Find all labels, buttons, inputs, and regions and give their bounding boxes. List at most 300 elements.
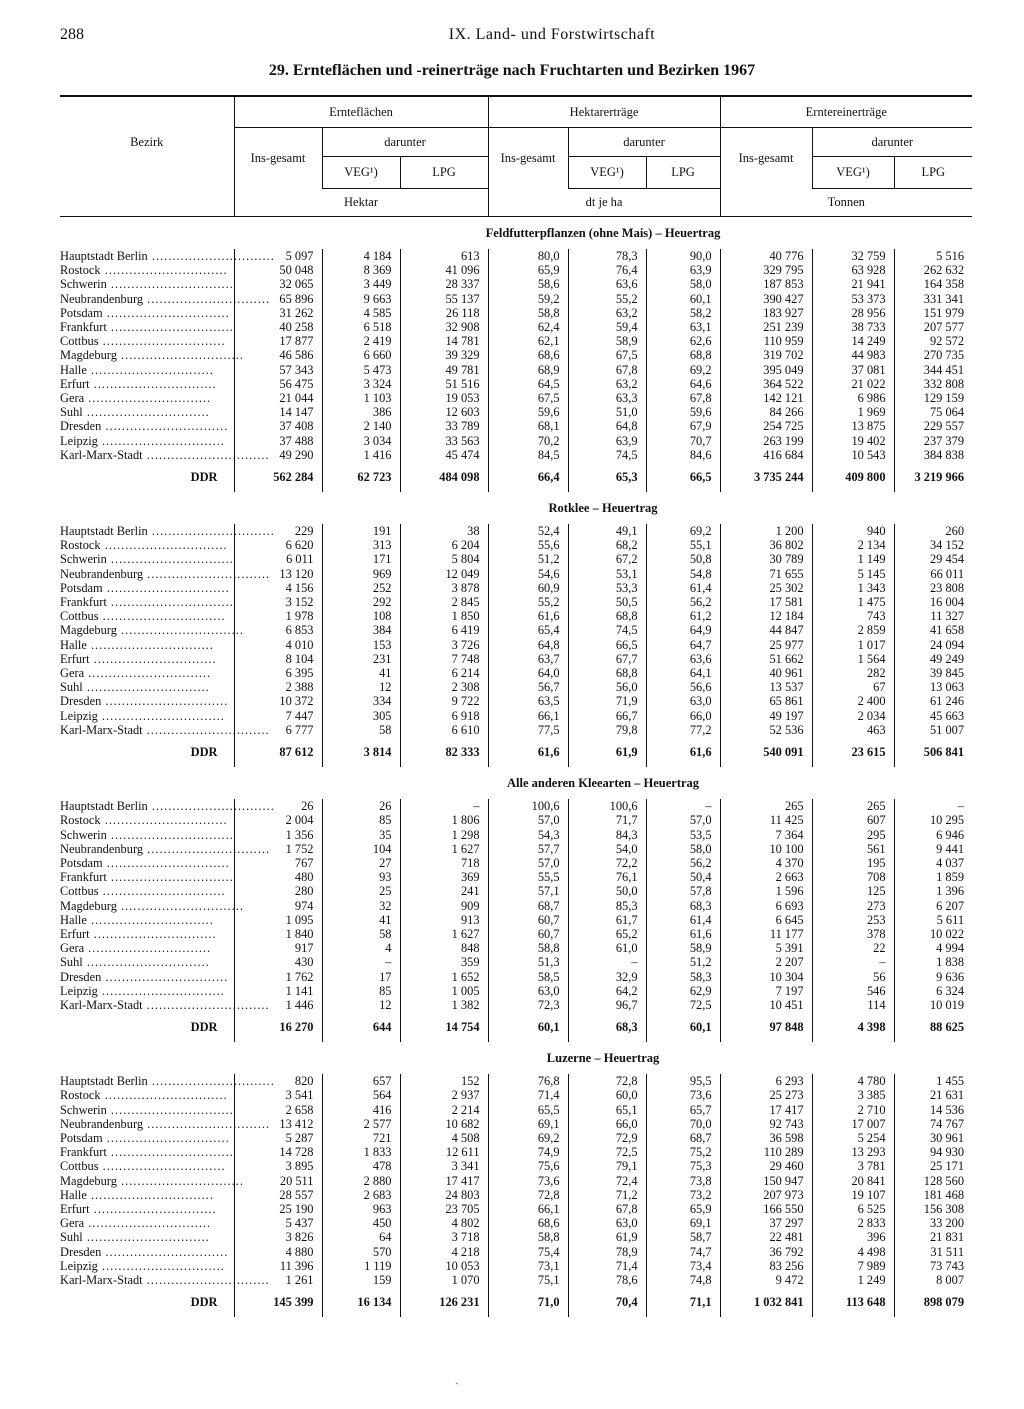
value-cell: 5 097 bbox=[234, 249, 322, 263]
value-cell: 52,4 bbox=[488, 524, 568, 538]
value-cell: 71,2 bbox=[568, 1188, 646, 1202]
value-cell: 386 bbox=[322, 405, 400, 419]
value-cell: 2 207 bbox=[720, 955, 812, 969]
value-cell: 319 702 bbox=[720, 348, 812, 362]
value-cell: 57,0 bbox=[488, 856, 568, 870]
leader-dots: .............................. bbox=[89, 926, 217, 941]
value-cell: 83 256 bbox=[720, 1259, 812, 1273]
bezirk-name: Dresden bbox=[60, 694, 102, 709]
value-cell: 63,5 bbox=[488, 694, 568, 708]
value-cell: 963 bbox=[322, 1202, 400, 1216]
value-cell: 53,5 bbox=[646, 828, 720, 842]
value-cell: 6 777 bbox=[234, 723, 322, 737]
bezirk-cell bbox=[60, 566, 271, 581]
value-cell: 25 bbox=[322, 884, 400, 898]
value-cell: 84,6 bbox=[646, 448, 720, 462]
value-cell: 57,8 bbox=[646, 884, 720, 898]
bezirk-name: Erfurt bbox=[60, 651, 90, 666]
leader-dots: .............................. bbox=[86, 912, 214, 927]
value-cell: 26 bbox=[234, 799, 322, 813]
value-cell: 10 304 bbox=[720, 970, 812, 984]
value-cell: 51,3 bbox=[488, 955, 568, 969]
value-cell: 6 207 bbox=[894, 899, 972, 913]
leader-dots: .............................. bbox=[142, 997, 270, 1012]
value-cell: 33 789 bbox=[400, 419, 488, 433]
value-cell: 546 bbox=[812, 984, 894, 998]
value-cell: 1 564 bbox=[812, 652, 894, 666]
value-cell: 364 522 bbox=[720, 377, 812, 391]
total-value-cell: 66,5 bbox=[646, 462, 720, 492]
value-cell: 9 636 bbox=[894, 970, 972, 984]
leader-dots: .............................. bbox=[106, 870, 234, 885]
value-cell: 607 bbox=[812, 813, 894, 827]
bezirk-cell bbox=[60, 320, 234, 334]
bezirk-header: Bezirk bbox=[60, 96, 234, 188]
value-cell: 718 bbox=[400, 856, 488, 870]
leader-dots: .............................. bbox=[143, 841, 271, 856]
value-cell: 64,8 bbox=[488, 638, 568, 652]
value-cell: 2 710 bbox=[812, 1103, 894, 1117]
value-cell: 93 bbox=[322, 870, 400, 884]
value-cell: – bbox=[322, 955, 400, 969]
value-cell: 9 722 bbox=[400, 694, 488, 708]
value-cell: 4 780 bbox=[812, 1074, 894, 1088]
value-cell: 39 329 bbox=[400, 348, 488, 362]
leader-dots: .............................. bbox=[84, 1216, 212, 1231]
bezirk-name: Hauptstadt Berlin bbox=[60, 799, 148, 814]
value-cell: 45 663 bbox=[894, 709, 972, 723]
value-cell: 65,9 bbox=[646, 1202, 720, 1216]
value-cell: 51 516 bbox=[400, 377, 488, 391]
value-cell: 63,0 bbox=[568, 1216, 646, 1230]
section-title: Feldfutterpflanzen (ohne Mais) – Heuertrag bbox=[485, 225, 721, 240]
value-cell: 9 472 bbox=[720, 1273, 812, 1287]
value-cell: 253 bbox=[812, 913, 894, 927]
leader-dots: .............................. bbox=[143, 566, 271, 581]
value-cell: 73,6 bbox=[488, 1174, 568, 1188]
leader-dots: .............................. bbox=[98, 884, 226, 899]
leader-dots: .............................. bbox=[82, 680, 210, 695]
value-cell: – bbox=[568, 955, 646, 969]
value-cell: 67,5 bbox=[488, 391, 568, 405]
value-cell: 32 908 bbox=[400, 320, 488, 334]
value-cell: 344 451 bbox=[894, 363, 972, 377]
value-cell: 68,2 bbox=[568, 538, 646, 552]
value-cell: 55,2 bbox=[568, 292, 646, 306]
bezirk-name: Erfurt bbox=[60, 376, 90, 391]
value-cell: 5 473 bbox=[322, 363, 400, 377]
value-cell: 59,4 bbox=[568, 320, 646, 334]
total-value-cell: 145 399 bbox=[234, 1287, 322, 1317]
bezirk-cell bbox=[60, 595, 234, 609]
value-cell: 17 007 bbox=[812, 1117, 894, 1131]
unit-dt-je-ha: dt je ha bbox=[488, 188, 720, 217]
value-cell: 10 053 bbox=[400, 1259, 488, 1273]
value-cell: 56,0 bbox=[568, 680, 646, 694]
value-cell: 60,0 bbox=[568, 1088, 646, 1102]
chapter-text: IX. Land- und Forstwirtschaft bbox=[448, 26, 656, 43]
bezirk-cell bbox=[60, 306, 234, 320]
value-cell: 8 007 bbox=[894, 1273, 972, 1287]
value-cell: 2 880 bbox=[322, 1174, 400, 1188]
value-cell: 62,1 bbox=[488, 334, 568, 348]
value-cell: 50,8 bbox=[646, 552, 720, 566]
value-cell: 237 379 bbox=[894, 434, 972, 448]
value-cell: 33 200 bbox=[894, 1216, 972, 1230]
value-cell: 61 246 bbox=[894, 694, 972, 708]
leader-dots: .............................. bbox=[82, 955, 210, 970]
bezirk-cell bbox=[60, 405, 234, 419]
bezirk-name: Suhl bbox=[60, 955, 83, 970]
value-cell: 913 bbox=[400, 913, 488, 927]
leader-dots: .............................. bbox=[97, 1258, 225, 1273]
value-cell: 369 bbox=[400, 870, 488, 884]
leader-dots: .............................. bbox=[106, 1102, 234, 1117]
table-row bbox=[60, 1202, 972, 1216]
value-cell: 73,8 bbox=[646, 1174, 720, 1188]
bezirk-cell bbox=[60, 984, 234, 998]
total-value-cell: 71,1 bbox=[646, 1287, 720, 1317]
value-cell: 2 845 bbox=[400, 595, 488, 609]
leader-dots: .............................. bbox=[106, 320, 234, 335]
leader-dots: .............................. bbox=[101, 694, 229, 709]
leader-dots: .............................. bbox=[147, 799, 275, 814]
value-cell: 73,1 bbox=[488, 1259, 568, 1273]
total-value-cell: 60,1 bbox=[646, 1012, 720, 1042]
bezirk-name: Gera bbox=[60, 666, 85, 681]
bezirk-cell bbox=[60, 524, 275, 539]
total-value-cell: 3 814 bbox=[322, 737, 400, 767]
value-cell: 1 356 bbox=[234, 828, 322, 842]
bezirk-name: Karl-Marx-Stadt bbox=[60, 447, 143, 462]
value-cell: 1 806 bbox=[400, 813, 488, 827]
value-cell: 13 537 bbox=[720, 680, 812, 694]
value-cell: 7 197 bbox=[720, 984, 812, 998]
value-cell: 2 833 bbox=[812, 1216, 894, 1230]
total-value-cell: 62 723 bbox=[322, 462, 400, 492]
value-cell: 61,6 bbox=[646, 927, 720, 941]
value-cell: 58,8 bbox=[488, 941, 568, 955]
value-cell: 7 364 bbox=[720, 828, 812, 842]
value-cell: 75,3 bbox=[646, 1159, 720, 1173]
value-cell: 25 171 bbox=[894, 1159, 972, 1173]
value-cell: 61,9 bbox=[568, 1230, 646, 1244]
value-cell: 63,1 bbox=[646, 320, 720, 334]
bezirk-cell bbox=[60, 363, 234, 377]
value-cell: 6 660 bbox=[322, 348, 400, 362]
value-cell: 478 bbox=[322, 1159, 400, 1173]
table-row bbox=[60, 405, 972, 419]
value-cell: 6 946 bbox=[894, 828, 972, 842]
value-cell: 3 449 bbox=[322, 277, 400, 291]
value-cell: 66,1 bbox=[488, 709, 568, 723]
leader-dots: .............................. bbox=[82, 405, 210, 420]
value-cell: 10 682 bbox=[400, 1117, 488, 1131]
value-cell: 50,5 bbox=[568, 595, 646, 609]
value-cell: 4 498 bbox=[812, 1245, 894, 1259]
table-row bbox=[60, 970, 972, 984]
value-cell: 332 808 bbox=[894, 377, 972, 391]
value-cell: 4 802 bbox=[400, 1216, 488, 1230]
value-cell: 1 119 bbox=[322, 1259, 400, 1273]
value-cell: 2 034 bbox=[812, 709, 894, 723]
value-cell: 1 850 bbox=[400, 609, 488, 623]
bezirk-cell bbox=[60, 680, 234, 694]
value-cell: 44 983 bbox=[812, 348, 894, 362]
value-cell: 708 bbox=[812, 870, 894, 884]
value-cell: 36 598 bbox=[720, 1131, 812, 1145]
leader-dots: .............................. bbox=[142, 1272, 270, 1287]
section-spacer bbox=[60, 217, 234, 250]
value-cell: 2 400 bbox=[812, 694, 894, 708]
value-cell: 54,6 bbox=[488, 567, 568, 581]
value-cell: 74,5 bbox=[568, 623, 646, 637]
value-cell: 31 511 bbox=[894, 1245, 972, 1259]
leader-dots: .............................. bbox=[97, 708, 225, 723]
value-cell: 44 847 bbox=[720, 623, 812, 637]
value-cell: 108 bbox=[322, 609, 400, 623]
value-cell: 51 662 bbox=[720, 652, 812, 666]
value-cell: 60,7 bbox=[488, 913, 568, 927]
bezirk-cell bbox=[60, 609, 234, 623]
value-cell: 1 249 bbox=[812, 1273, 894, 1287]
value-cell: 32 065 bbox=[234, 277, 322, 291]
value-cell: 13 875 bbox=[812, 419, 894, 433]
value-cell: 29 460 bbox=[720, 1159, 812, 1173]
value-cell: 6 853 bbox=[234, 623, 322, 637]
value-cell: 2 419 bbox=[322, 334, 400, 348]
value-cell: 67 bbox=[812, 680, 894, 694]
value-cell: 6 204 bbox=[400, 538, 488, 552]
value-cell: 1 005 bbox=[400, 984, 488, 998]
bezirk-cell bbox=[60, 709, 234, 723]
value-cell: 3 034 bbox=[322, 434, 400, 448]
bezirk-name: Frankfurt bbox=[60, 870, 107, 885]
value-cell: 8 369 bbox=[322, 263, 400, 277]
leader-dots: .............................. bbox=[100, 538, 228, 553]
value-cell: 56,2 bbox=[646, 595, 720, 609]
value-cell: 49 249 bbox=[894, 652, 972, 666]
value-cell: 67,8 bbox=[646, 391, 720, 405]
value-cell: 5 611 bbox=[894, 913, 972, 927]
value-cell: 55,5 bbox=[488, 870, 568, 884]
group-header-erntereinertraege: Erntereinerträge bbox=[720, 96, 972, 128]
value-cell: 72,4 bbox=[568, 1174, 646, 1188]
leader-dots: .............................. bbox=[82, 1230, 210, 1245]
value-cell: 69,1 bbox=[488, 1117, 568, 1131]
value-cell: 30 789 bbox=[720, 552, 812, 566]
value-cell: 51,2 bbox=[488, 552, 568, 566]
value-cell: 128 560 bbox=[894, 1174, 972, 1188]
value-cell: 58,0 bbox=[646, 842, 720, 856]
value-cell: 416 684 bbox=[720, 448, 812, 462]
value-cell: – bbox=[400, 799, 488, 813]
value-cell: 40 776 bbox=[720, 249, 812, 263]
bezirk-name: Magdeburg bbox=[60, 1173, 117, 1188]
value-cell: 2 004 bbox=[234, 813, 322, 827]
total-row bbox=[60, 1012, 972, 1042]
value-cell: 265 bbox=[812, 799, 894, 813]
value-cell: 3 895 bbox=[234, 1159, 322, 1173]
value-cell: 57 343 bbox=[234, 363, 322, 377]
value-cell: 6 011 bbox=[234, 552, 322, 566]
value-cell: 5 145 bbox=[812, 567, 894, 581]
value-cell: 100,6 bbox=[488, 799, 568, 813]
value-cell: 57,7 bbox=[488, 842, 568, 856]
table-row bbox=[60, 1145, 972, 1159]
value-cell: 63,6 bbox=[568, 277, 646, 291]
value-cell: 72,5 bbox=[646, 998, 720, 1012]
bezirk-cell bbox=[60, 348, 244, 363]
bezirk-name: Potsdam bbox=[60, 1130, 103, 1145]
value-cell: 95,5 bbox=[646, 1074, 720, 1088]
value-cell: 65,4 bbox=[488, 623, 568, 637]
value-cell: 84 266 bbox=[720, 405, 812, 419]
value-cell: 96,7 bbox=[568, 998, 646, 1012]
leader-dots: .............................. bbox=[106, 1145, 234, 1160]
value-cell: 2 658 bbox=[234, 1103, 322, 1117]
value-cell: 63,9 bbox=[568, 434, 646, 448]
value-cell: 20 511 bbox=[234, 1174, 322, 1188]
value-cell: 64,8 bbox=[568, 419, 646, 433]
bezirk-name: Leipzig bbox=[60, 1258, 98, 1273]
value-cell: 58,0 bbox=[646, 277, 720, 291]
table-row bbox=[60, 1216, 972, 1230]
leader-dots: .............................. bbox=[102, 305, 230, 320]
value-cell: 1 838 bbox=[894, 955, 972, 969]
value-cell: 32 759 bbox=[812, 249, 894, 263]
insgesamt-header: Ins-gesamt bbox=[720, 128, 812, 189]
value-cell: 34 152 bbox=[894, 538, 972, 552]
value-cell: 156 308 bbox=[894, 1202, 972, 1216]
value-cell: 3 781 bbox=[812, 1159, 894, 1173]
value-cell: 49,1 bbox=[568, 524, 646, 538]
value-cell: 282 bbox=[812, 666, 894, 680]
value-cell: 1 070 bbox=[400, 1273, 488, 1287]
total-value-cell: 97 848 bbox=[720, 1012, 812, 1042]
statistics-table bbox=[60, 95, 972, 1317]
bezirk-name: Schwerin bbox=[60, 552, 107, 567]
leader-dots: .............................. bbox=[89, 376, 217, 391]
value-cell: 68,8 bbox=[646, 348, 720, 362]
value-cell: 49 197 bbox=[720, 709, 812, 723]
table-row bbox=[60, 723, 972, 737]
value-cell: 7 447 bbox=[234, 709, 322, 723]
bezirk-cell bbox=[60, 538, 234, 552]
value-cell: 23 705 bbox=[400, 1202, 488, 1216]
value-cell: 4 994 bbox=[894, 941, 972, 955]
value-cell: 6 610 bbox=[400, 723, 488, 737]
table-row bbox=[60, 955, 972, 969]
value-cell: 75,6 bbox=[488, 1159, 568, 1173]
table-row bbox=[60, 927, 972, 941]
value-cell: 5 804 bbox=[400, 552, 488, 566]
value-cell: 61,6 bbox=[488, 609, 568, 623]
value-cell: 1 752 bbox=[234, 842, 322, 856]
leader-dots: .............................. bbox=[89, 1201, 217, 1216]
value-cell: 1 149 bbox=[812, 552, 894, 566]
value-cell: 2 937 bbox=[400, 1088, 488, 1102]
bezirk-cell bbox=[60, 997, 270, 1012]
value-cell: 4 156 bbox=[234, 581, 322, 595]
darunter-header: darunter bbox=[322, 128, 488, 157]
table-title: 29. Ernteflächen und -reinerträge nach Fruchtarten und Bezirken 1967 bbox=[268, 62, 756, 79]
veg-header: VEG¹) bbox=[568, 157, 646, 188]
bezirk-cell bbox=[60, 1245, 234, 1259]
leader-dots: .............................. bbox=[98, 1159, 226, 1174]
value-cell: 63,7 bbox=[488, 652, 568, 666]
value-cell: 390 427 bbox=[720, 292, 812, 306]
value-cell: 21 941 bbox=[812, 277, 894, 291]
value-cell: 29 454 bbox=[894, 552, 972, 566]
value-cell: 64,1 bbox=[646, 666, 720, 680]
value-cell: 19 107 bbox=[812, 1188, 894, 1202]
table-row bbox=[60, 538, 972, 552]
value-cell: 59,6 bbox=[646, 405, 720, 419]
bezirk-cell bbox=[60, 652, 234, 666]
bezirk-name: Suhl bbox=[60, 405, 83, 420]
value-cell: 395 049 bbox=[720, 363, 812, 377]
value-cell: – bbox=[646, 799, 720, 813]
leader-dots: .............................. bbox=[106, 277, 234, 292]
value-cell: 67,8 bbox=[568, 363, 646, 377]
total-value-cell: 61,6 bbox=[646, 737, 720, 767]
value-cell: 280 bbox=[234, 884, 322, 898]
value-cell: 56 bbox=[812, 970, 894, 984]
value-cell: 36 792 bbox=[720, 1245, 812, 1259]
value-cell: 9 441 bbox=[894, 842, 972, 856]
value-cell: 1 596 bbox=[720, 884, 812, 898]
section-spacer bbox=[60, 1042, 234, 1074]
value-cell: 10 100 bbox=[720, 842, 812, 856]
value-cell: 92 572 bbox=[894, 334, 972, 348]
table-row bbox=[60, 263, 972, 277]
value-cell: 68,3 bbox=[646, 899, 720, 913]
bezirk-name: Karl-Marx-Stadt bbox=[60, 997, 143, 1012]
leader-dots: .............................. bbox=[84, 391, 212, 406]
bezirk-name: Dresden bbox=[60, 1244, 102, 1259]
darunter-header: darunter bbox=[568, 128, 720, 157]
bezirk-cell bbox=[60, 277, 234, 291]
bezirk-cell bbox=[60, 1116, 271, 1131]
value-cell: 65,7 bbox=[646, 1103, 720, 1117]
bezirk-cell bbox=[60, 1173, 244, 1188]
value-cell: 6 693 bbox=[720, 899, 812, 913]
value-cell: 2 134 bbox=[812, 538, 894, 552]
value-cell: 84,5 bbox=[488, 448, 568, 462]
value-cell: 64,7 bbox=[646, 638, 720, 652]
total-value-cell: 71,0 bbox=[488, 1287, 568, 1317]
bezirk-name: Gera bbox=[60, 941, 85, 956]
table-row bbox=[60, 984, 972, 998]
group-header-hektarertraege: Hektarerträge bbox=[488, 96, 720, 128]
value-cell: 68,7 bbox=[646, 1131, 720, 1145]
table-row bbox=[60, 856, 972, 870]
value-cell: 72,9 bbox=[568, 1131, 646, 1145]
section-spacer bbox=[60, 767, 234, 799]
table-row bbox=[60, 292, 972, 306]
value-cell: 56,2 bbox=[646, 856, 720, 870]
bezirk-name: Rostock bbox=[60, 813, 101, 828]
table-row bbox=[60, 813, 972, 827]
bezirk-cell bbox=[60, 1074, 275, 1089]
table-row bbox=[60, 1131, 972, 1145]
leader-dots: .............................. bbox=[84, 941, 212, 956]
total-value-cell: 898 079 bbox=[894, 1287, 972, 1317]
table-row bbox=[60, 581, 972, 595]
value-cell: 12 611 bbox=[400, 1145, 488, 1159]
value-cell: 72,2 bbox=[568, 856, 646, 870]
